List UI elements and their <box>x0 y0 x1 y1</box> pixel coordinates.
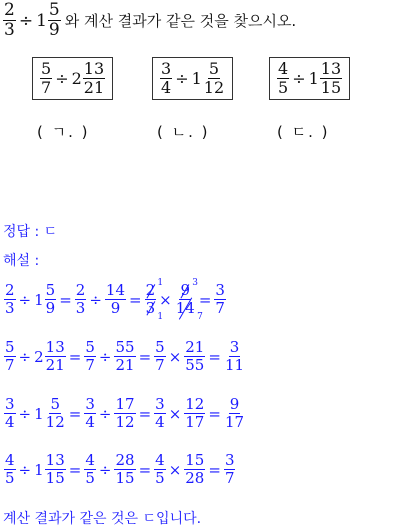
fraction: $\frac{3}{11}$ <box>224 338 245 374</box>
fraction: $\frac{55}{21}$ <box>115 338 135 374</box>
operator: ÷ <box>18 404 32 423</box>
operator: ÷ <box>18 347 32 366</box>
fraction: $\frac{5}{7}$ <box>85 338 95 374</box>
operator: = <box>138 404 152 423</box>
operator: × <box>168 347 182 366</box>
fraction: $\frac{5}{7}$ <box>155 338 165 374</box>
question-mixed-number: 1 $\frac{5}{9}$ <box>36 0 60 40</box>
operator: = <box>208 347 221 366</box>
fraction: $\frac{3}{4}$ <box>5 395 15 431</box>
fraction: $\frac{21}{55}$ <box>185 338 205 374</box>
operator: = <box>208 460 221 479</box>
fraction: $\frac{3}{7}$ <box>224 451 235 487</box>
fraction: $\frac{9}{17}$ <box>224 395 245 431</box>
choice-box-2: $\frac{3}{4}$ ÷ 1 $\frac{5}{12}$ <box>152 57 233 100</box>
fraction: $\frac{3}{4}$ <box>85 395 95 431</box>
fraction: $\frac{2}{3}$ <box>5 281 15 317</box>
solution-line-2 <box>4 340 245 373</box>
divide-sign: ÷ <box>18 10 34 31</box>
fraction: $\frac{3}{4}$ <box>155 395 165 431</box>
choice-label-2: ( ㄴ. ) <box>157 123 210 141</box>
solution-line-3 <box>4 397 245 430</box>
fraction: $\frac{2}{3}$ <box>75 281 86 317</box>
fraction: $\frac{4}{5}$ <box>155 451 165 487</box>
question <box>3 2 296 39</box>
operator: ÷ <box>18 460 32 479</box>
fraction: $\frac{15}{28}$ <box>185 451 205 487</box>
fraction: 9 3 14 7 <box>175 278 203 322</box>
question-fraction: $\frac{2}{3}$ <box>4 0 15 40</box>
operator: = <box>208 404 221 423</box>
operator: = <box>68 404 82 423</box>
fraction: $\frac{28}{15}$ <box>115 451 135 487</box>
operator: × <box>168 460 182 479</box>
fraction: $\frac{5}{12}$ <box>45 395 65 431</box>
operator: ÷ <box>18 290 32 309</box>
fraction: $\frac{4}{5}$ <box>85 451 95 487</box>
operator: ÷ <box>98 460 112 479</box>
fraction: $\frac{5}{7}$ <box>5 338 15 374</box>
whole-number: 2 <box>34 347 44 366</box>
choice-label-1: ( ㄱ. ) <box>37 123 90 141</box>
operator: = <box>68 460 82 479</box>
explanation-label: 해설 : <box>3 253 40 269</box>
operator: = <box>138 460 152 479</box>
solution-line-1 <box>4 278 226 322</box>
operator: ÷ <box>98 347 112 366</box>
fraction: $\frac{12}{17}$ <box>185 395 205 431</box>
answer-line: 정답 : ㄷ <box>3 224 58 240</box>
fraction: $\frac{13}{21}$ <box>45 338 65 374</box>
fraction: $\frac{13}{15}$ <box>45 451 65 487</box>
operator: = <box>68 347 82 366</box>
choice-box-1: $\frac{5}{7}$ ÷ 2 $\frac{13}{21}$ <box>32 57 113 100</box>
whole-number: 1 <box>34 460 44 479</box>
conclusion-text: 계산 결과가 같은 것은 ㄷ입니다. <box>3 511 202 527</box>
choice-label-3: ( ㄷ. ) <box>277 123 330 141</box>
operator: × <box>168 404 182 423</box>
operator: × <box>159 290 172 309</box>
operator: = <box>198 290 212 309</box>
operator: = <box>138 347 152 366</box>
operator: ÷ <box>98 404 112 423</box>
fraction: $\frac{5}{9}$ <box>45 281 56 317</box>
whole-number: 1 <box>34 290 44 309</box>
fraction: $\frac{17}{12}$ <box>115 395 135 431</box>
whole-number: 1 <box>34 404 44 423</box>
fraction: $\frac{14}{9}$ <box>105 281 126 317</box>
fraction: $\frac{3}{7}$ <box>215 281 225 317</box>
question-text: 와 계산 결과가 같은 것을 찾으시오. <box>64 12 297 30</box>
fraction: $\frac{4}{5}$ <box>5 451 15 487</box>
fraction: 2 1 3 1 <box>145 278 164 322</box>
operator: ÷ <box>89 290 102 309</box>
solution-line-4 <box>4 453 235 486</box>
operator: = <box>59 290 72 309</box>
choice-box-3: $\frac{4}{5}$ ÷ 1 $\frac{13}{15}$ <box>269 57 350 100</box>
operator: = <box>129 290 142 309</box>
